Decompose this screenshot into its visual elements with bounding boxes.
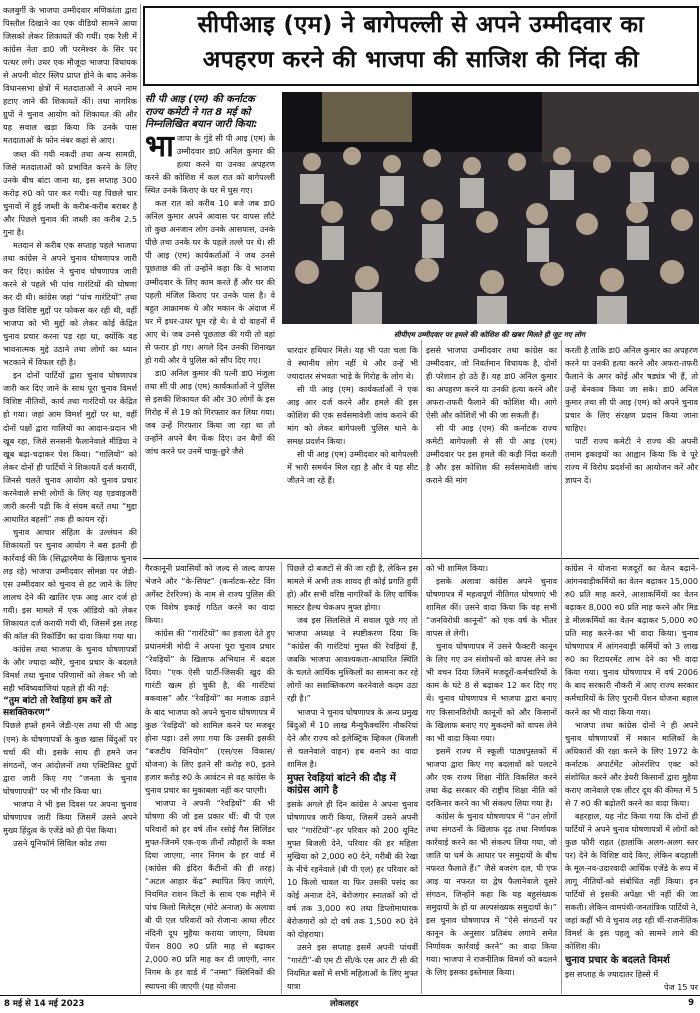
column-rule — [561, 340, 562, 994]
column-4-text: इससे भाजपा उम्मीदवार तथा कांग्रेस का उम्मीदवार, जो निवर्तमान विधायक है, दोनों ही परेशान हो उठे हैं। यह डा0 अनिल कुमार का अपहरण करने या उनकी हत्या करने और अफरा-तफरी फैलाने की कोशिश थी। आगे ऐसी और कोशिशें भी की जा सकती हैं। सी पी आइ (एम) की कर्नाटक राज्य कमेटी बागेपल्ली से सी पी आइ (एम) उम्मीदवार पर इस हमले की कड़ी निंदा करती है और इस कोशिश की सर्वसमावेशी जांच कराने की मांग — [426, 345, 557, 486]
issue-date: 8 मई से 14 मई 2023 — [4, 999, 85, 1009]
crowd-image — [282, 92, 699, 324]
column-rule — [140, 4, 141, 994]
column-1-subhead: “तुम बांटो तो रेवड़ियां हम करें तो सशक्तिकरण” — [3, 696, 112, 719]
article-column-4 — [426, 344, 557, 556]
article-column-5 — [565, 344, 698, 556]
article-column-1 — [3, 4, 137, 994]
page-footer — [0, 996, 700, 1012]
column-b5-text: कांग्रेस ने योजना मजदूरों का वेतन बढ़ाने-आंगनवाड़ीकर्मियों का वेतन बढ़ाकर 15,000 रु0 प्रति माह करने, आशाकर्मियों का वेतन बढ़ाकर 8,000 रु0 प्रति माह करने और मिड डे मीलकर्मियों का वेतन बढ़ाकर 5,000 रु0 प्रति माह करने-का भी वादा किया। चुनाव घोषणापत्र में आंगनवाड़ी कर्मियों को 3 लाख रु0 का रिटायरमेंट लाभ देने का भी वादा किया गया। चुनाव घोषणापत्र में वर्ष 2006 के बाद सरकारी नौकरी में आए राज्य सरकार कर्मचारियों के लिए पुरानी पेंशन योजना बहाल करने का भी वादा किया गया। भाजपा तथा कांग्रेस दोनों ने ही अपने चुनाव घोषणापत्रों में मकान मालिकों के अधिकारों की रक्षा करने के लिए 1972 के कर्नाटक अपार्टमेंट ओनरशिप एक्ट को संशोधित करने और डेयरी किसानों द्वारा मुहैया कराए जानेवाले एक लीटर दूध की कीमत में 5 से 7 रु0 की बढ़ोतरी करने का वादा किया। बहरहाल, यह नोट किया गया कि दोनों ही पार्टियों ने अपने चुनाव घोषणापत्रों में लोगों को कुछ फौरी राहत (हालांकि अलग-अलग स्तर पर) देने के विशिष्ट वादे किए, लेकिन बदहाली के मूल-नव-उदारवादी आर्थिक एजेंडे के रूप में लागू नीतियों-को संबोधित नहीं किया। इन पार्टियों से इसकी अपेक्षा भी नहीं की जा सकती। लेकिन वामपंथी-जनतांत्रिक पार्टियों ने, जहां कहीं भी वे चुनाव लड़ रही थीं-राजनीतिक विमर्श के इस पहलू को सामने लाने की कोशिश की। — [565, 563, 698, 952]
column-b4-text: को भी शामिल किया। इसके अलावा कांग्रेस अपने चुनाव घोषणापत्र में महत्वपूर्ण नीतिगत घोषणाएं भी शामिल कीं। उसने वादा किया कि वह सभी “जनविरोधी कानूनों” को एक वर्ष के भीतर वापस ले लेगी। चुनाव घोषणापत्र में उसने फैक्टरी कानून के लिए गए उन संशोधनों को वापस लेने का भी वचन दिया जिनमें मजदूरों-कर्मचारियों के काम के घंटे 8 से बढ़ाकर 12 कर दिए गए थे। चुनाव घोषणापत्र में भाजपा द्वारा बनाए गए किसानविरोधी कानूनों को और किसानों के खिलाफ बनाए गए मुकदमों को वापस लेने का भी वादा किया गया। इसमें राज्य में स्कूली पाठ्यपुस्तकों में भाजपा द्वारा किए गए बदलावों को पलटने और एक राज्य शिक्षा नीति विकसित करने तथा केंद्र सरकार की राष्ट्रीय शिक्षा नीति को दरकिनार करने का भी संकल्प लिया गया है। कांग्रेस के चुनाव घोषणापत्र में “उन लोगों तथा संगठनों के खिलाफ दृढ़ तथा निर्णायक कार्रवाई करने का भी संकल्प लिया गया, जो जाति या धर्म के आधार पर समुदायों के बीच नफरत फैलाते हैं।” जैसे बजरंग दल, पी एफ आइ या नफरत या द्वेष फैलानेवाले दूसरे संगठन, जिन्होंने कहा कि यह बहुसंख्यक समुदायों के हों या अल्पसंख्यक समुदायों के।” इस चुनाव घोषणापत्र में “ऐसे संगठनों पर कानून के अनुसार प्रतिबंध लगाने समेत निर्णायक कार्रवाई करने” का वादा किया गया। भाजपा ने राजनीतिक विमर्श को बदलने के लिए इसका इस्तेमाल किया। — [426, 563, 557, 978]
article-column-b3 — [287, 562, 418, 994]
article-column-b2 — [145, 562, 275, 994]
dropcap: भा — [145, 132, 174, 164]
column-b2-text: गैरकानूनी प्रवासियों को जल्द से जल्द वापस भेजने और “के-सिफ्ट” (कर्नाटक-स्टेट विंग अगेंस्ट टेररिज्म) के नाम से राज्य पुलिस की एक विशेष इकाई गठित करने का वादा किया। कांग्रेस की “गारंटियों” का हवाला देते हुए प्रधानमंत्री मोदी ने अपना पूरा चुनाव प्रचार “रेवड़ियों” के खिलाफ अभियान में बदल दिया। “एक ऐसी पार्टी-जिसकी खुद की गारंटी खत्म हो चुकी है, की गारंटियां बकवास” और “रेवड़ियों” का मजाक उड़ाने के बाद भाजपा को अपने चुनाव घोषणापत्र में कुछ ‘रेवड़ियों’ को शामिल करने पर मजबूर होना पड़ा। उसे लगा गया कि उसकी इसकी “बजटीय विनियोग” (एस/एस विकास/ योजना) के लिए इतने सी करोड़ रु0, इतने हजार करोड़ रु0 के आवंटन से वह कांग्रेस के चुनाव प्रचार का मुकाबला नहीं कर पाएगी। भाजपा ने अपनी “रेवड़ियों” की भी घोषणा की जो इस प्रकार थीं: बी पी एल परिवारों को हर वर्ष तीन रसोई गैस सिलिंडर मुफ्त-जिनमें एक-एक तीनों त्यौहारों के वक्त दिया जाएगा, नगर निगम के हर वार्ड में (कांग्रेस की इंदिरा कैंटीनों की ही तरह) “अटल आहार केंद्र” स्थापित किए जाएंगे, नियमित राशन किटों के साथ एक महीने में पांच किलो मिलेट्स (मोटे अनाज) के अलावा बी पी एल परिवारों को रोजाना आधा लीटर नंदिनी दूध मुहैया कराया जाएगा, विधवा पेंशन 800 रु0 प्रति माह से बढ़ाकर 2,000 रु0 प्रति माह कर दी जाएगी, नगर निगम के हर वार्ड में “नम्मा” क्लिनिकों की स्थापना की जाएगी (यह योजना — [145, 563, 275, 991]
column-b3-text-b: इसके अगले ही दिन कांग्रेस ने अपना चुनाव घोषणापत्र जारी किया, जिसमें उसने अपनी चार “गारंटियों”-हर परिवार को 200 यूनिट मुफ्त बिजली देने, परिवार की हर महिला मुखिया को 2,000 रु0 देने, गरीबी की रेखा के नीचे रहनेवाले (बी पी एल) हर परिवार को 10 किलो चावल या फिर उसकी पसंद का कोई अनाज देने, बेरोजगार स्नातकों को दो वर्ष तक 3,000 रु0 तथा डिप्लोमाधारक बेरोजगारों को दो वर्ष तक 1,500 रु0 देने को दोहराया। उसने इस सप्ताह इसमें अपनी पांचवीं “गारंटी”-बी एम टी सी/के एस आर टी सी की नियमित बसों में सभी महिलाओं के लिए मुफ्त यात्रा — [287, 798, 418, 992]
column-b5-subhead: चुनाव प्रचार के बदलते विमर्श — [565, 955, 670, 967]
column-rule — [281, 562, 282, 994]
column-1-text-b: पिछले हफ्ते हमने जेडी-एस तथा सी पी आइ (एम) के घोषणापत्रों के कुछ खास बिंदुओं पर चर्चा की थी। इसके साथ ही हमने जन संगठनों, जन आंदोलनों तथा एक्टिविस्ट ग्रुपों द्वारा जारी किए गए “जनता के चुनाव घोषणापत्रों” पर भी गौर किया था। भाजपा ने भी इस दिवस पर अपना चुनाव घोषणापत्र जारी किया जिसमें उसने अपने मुख्य हिंदुत्व के एजेंडे को ही पेश किया। उसने यूनिफॉर्म सिविल कोड तथा — [3, 720, 137, 848]
lead-intro: सी पी आइ (एम) की कर्नाटक राज्य कमेटी ने गत 8 मई को निम्नलिखित बयान जारी किया: — [145, 94, 258, 130]
protest-crowd-photo — [282, 92, 699, 324]
column-2-text: जापा के गुंडे सी पी आइ (एम) के उम्मीदवार डा0 अनिल कुमार की हत्या करने या उनका अपहरण करने की कोशिश में कल रात को बागेपल्ली स्थित उनके किराए के घर में घुस गए। कल रात को करीब 10 बजे जब डा0 अनिल कुमार अपने आवास पर वापस लौटे तो कुछ अनजान लोग उनके आसपास, उनके पीछे तथा उनके घर के पहले तल्ले पर थे। सी पी आइ (एम) कार्यकर्ताओं ने जब उनसे पूछताछ की तो उन्होंने कहा कि वे भाजपा उम्मीदवार के लिए काम करते हैं और घर की पहली मंजिल किराए पर उनके पास है। वे बहुत आक्रामक थे और मकान के अंदाज में घर में इधर-उधर घूम रहे थे। वे दो वाहनों में आए थे। जब उनसे पूछताछ की गयी तो वहां से फरार हो गए। अगले दिन उनकी शिनाख्त हो गयी और वे पुलिस को सौंप दिए गए। डा0 अनिल कुमार की पत्नी डा0 मंजुला तथा सी पी आइ (एम) कार्यकर्ताओं ने पुलिस से इसकी शिकायत की और 30 लोगों के इस गिरोह में से 19 को गिरफ्तार कर लिया गया। जब उन्हें गिरफ्तार किया जा रहा था तो उन्होंने अपने बैग फेंक दिए। उन बैगों की जांच करने पर उनमें चाकू-छुरे जैसे — [145, 133, 275, 457]
article-column-b4 — [426, 562, 557, 994]
article-column-3 — [287, 344, 418, 556]
page-number: 9 — [688, 998, 694, 1008]
headline-line-1: सीपीआइ (एम) ने बागेपल्ली से अपने उम्मीदवार का — [197, 12, 645, 38]
headline-box — [143, 6, 699, 86]
continued-on-page: पेज 15 पर — [664, 982, 698, 993]
column-5-text: करती है ताकि डा0 अनिल कुमार का अपहरण करने या उनकी हत्या करने और अफरा-तफरी फैलाने के अगर कोई और षड्यंत्र भी हैं, तो उन्हें बेनकाब किया जा सके। डा0 अनिल कुमार तथा सी पी आइ (एम) को अपने चुनाव प्रचार के लिए संरक्षण प्रदान किया जाना चाहिए। पार्टी राज्य कमेटी ने राज्य की अपनी तमाम इकाइयों का आह्वान किया कि वे पूरे राज्य में विरोध प्रदर्शनों का आयोजन करें और ज्ञापन दें। — [565, 345, 698, 486]
article-column-2 — [145, 132, 275, 552]
column-b3-subhead: मुफ्त रेवड़ियां बांटने की दौड़ में कांग्रेस आगे है — [287, 772, 396, 796]
column-3-text: धारदार हथियार मिले। यह भी पता चला कि वे स्थानीय लोग नहीं थे और उन्हें भी ज्यादातर संभवतः भाड़े के गिरोह के लोग थे। सी पी आइ (एम) कार्यकर्ताओं ने एक आइ आर दर्ज करने और हमले की इस कोशिश की एक सर्वसमावेशी जांच कराने की मांग को लेकर बागेपल्ली पुलिस थाने के समक्ष प्रदर्शन किया। सी पी आइ (एम) उम्मीदवार को बागेपल्ली में भारी समर्थन मिल रहा है और वे यह सीट जीतने जा रहे हैं। — [287, 345, 418, 486]
column-rule — [421, 340, 422, 994]
photo-caption: सीपीएम उम्मीदवार पर हमले की कोशिश की खबर मिलते ही जुट गए लोग — [393, 330, 586, 339]
headline-line-2: अपहरण करने की भाजपा की साजिश की निंदा की — [202, 47, 640, 73]
article-column-b5 — [565, 562, 698, 994]
column-1-text: कलबुर्गी के भाजपा उम्मीदवार मणिकांता द्वारा पिस्तौल दिखाने का एक वीडियो सामने आया जिसको लेकर शिकायतें की गयीं। एक रैली में कांग्रेस नेता डा0 जी परमेश्वर के सिर पर पत्थर लगे। उधर एक मौजूदा भाजपा विधायक से अपनी वोटर स्लिप प्राप्त होने के बाद अनेक विधानसभा क्षेत्रों में मतदाताओं ने अपने नाम हटाए जाने की शिकायतें कीं। तथा नागरिक ग्रुपों ने चुनाव आयोग को शिकायत की और यह सवाल खड़ा किया कि उनके पास मतदाताओं के फोन नंबर कहां से आए। जब्त की गयी नकदी तथा अन्य सामग्री, जिसे मतदाताओं को प्रभावित करने के लिए उनके बीच बांटा जाना था, इस सप्ताह 300 करोड़ रु0 को पार कर गयी। यह पिछले चार चुनावों में हुई जब्ती के करीब-करीब बराबर है और पिछले चुनाव की जब्ती का करीब 2.5 गुना है। मतदान से करीब एक सप्ताह पहले भाजपा तथा कांग्रेस ने अपने चुनाव घोषणापत्र जारी कर दिए। कांग्रेस ने चुनाव घोषणापत्र जारी करने से पहले भी पांच गारंटियों की घोषणा कर दी थी। कांग्रेस जहां “पांच गारंटियों” तथा कुछ विशिष्ट मुद्दों पर फोकस कर रही थी, वहीं भाजपा को भी मुद्दों को लेकर कोई केंद्रित चुनाव प्रचार करना पड़ रहा था, क्योंकि वह भावनात्मक मुद्दे उठाने तथा लोगों का ध्यान भटकाने में विफल रही है। इन दोनों पार्टियों द्वारा चुनाव घोषणापत्र जारी कर दिए जाने के साथ पूरा चुनाव विमर्श विशिष्ट नीतियों, कार्य तथा गारंटियों पर केंद्रित हो गया। जहां आम विमर्श मुद्दों पर था, वहीं दोनों पक्षों द्वारा गालियों का आदान-प्रदान भी खूब रहा, जिसे सनसनी फैलानेवाले मीडिया ने खूब बढ़ा-चढ़ाकर पेश किया। “गालियों” को लेकर दोनों ही पार्टियों ने शिकायतें दर्ज करायीं, जिनसे चलते चुनाव आयोग को चुनाव प्रचार करनेवाले सभी लोगों के लिए यह एडवाइजरी जारी करनी पड़ी कि वे संयम बरतें तथा “मुद्दा आधारित बहसों” तक ही कायम रहें। चुनाव आचार संहिता के उल्लंघन की शिकायतों पर चुनाव आयोग ने बस इतनी ही कार्रवाई की कि (सिद्धारमैया के खिलाफ चुनाव लड़ रहे) भाजपा उम्मीदवार सोमन्ना पर जेडी-एस उम्मीदवार को चुनाव से हट जाने के लिए लालच देने की खातिर एफ आइ आर दर्ज हो गयी। इस मामले में एक ऑडियो को लेकर शिकायत दर्ज करायी गयी थी, जिसमें इस तरह की कॉल की रिकॉर्डिंग का दावा किया गया था। कांग्रेस तथा भाजपा के चुनाव घोषणापत्रों के और ज्यादा ब्यौरे, चुनाव प्रचार के बदलते विमर्श तथा चुनाव परिणामों को लेकर भी जो सही भविष्यवाणियां पहले ही की गई: — [3, 5, 137, 694]
column-b3-text: पिछले दो बजटों से की जा रही है, लेकिन इस मामले में अभी तक शायद ही कोई प्रगति हुयी हो) और सभी वरिष्ठ नागरिकों के लिए वार्षिक मास्टर हैल्थ चेकअप मुफ्त होगा। जब इस सिलसिले में सवाल पूछे गए तो भाजपा अध्यक्ष ने स्पष्टीकरण दिया कि “कांग्रेस की गारंटियां मुफ्त की रेवड़ियां हैं, जबकि भाजपा आवश्यकता-आधारित स्थिति के चलते आर्थिक मुश्किलों का सामना कर रहे लोगों का सशक्तिकरण करनेवाले कदम उठा रही है।” भाजपा ने चुनाव घोषणापत्र के अन्य प्रमुख बिंदुओं में 10 लाख मैन्युफैक्चरिंग नौकरियां देने और राज्य को इलेक्ट्रिक व्हिकल (बिजली से चलनेवाले वाहन) हब बनाने का वादा शामिल है। — [287, 563, 418, 769]
column-b5-text-b: इस सप्ताह के ज्यादातर हिस्से में — [565, 969, 659, 980]
masthead: लोकलहर — [330, 999, 359, 1009]
